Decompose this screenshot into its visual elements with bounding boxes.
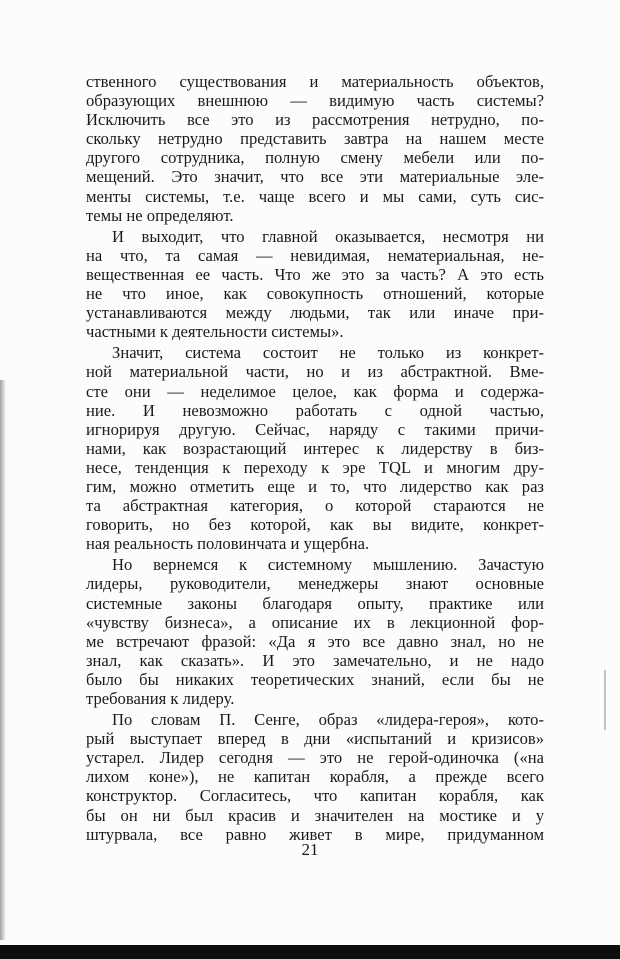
- text-line: Исключить все это из рассмотрения нетрудно, по-: [86, 110, 544, 130]
- text-line: лидеры, руководители, менеджеры знают основные: [86, 574, 544, 594]
- text-line: ной материальной части, но и из абстрактной. Вме-: [86, 362, 544, 382]
- text-line: другого сотрудника, полную смену мебели или по-: [86, 148, 544, 168]
- text-line: И выходит, что главной оказывается, несмотря ни: [112, 226, 544, 246]
- text-line: было бы никаких теоретических знаний, если бы не: [86, 669, 544, 689]
- text-line: системные законы благодаря опыту, практике или: [86, 593, 544, 613]
- text-line: образующих внешнюю — видимую часть системы?: [86, 91, 544, 111]
- text-line: устарел. Лидер сегодня — это не герой-одиночка («на: [86, 748, 544, 768]
- text-line: рый выступает вперед в дни «испытаний и кризисов»: [86, 729, 544, 749]
- text-line: По словам П. Сенге, образ «лидера-героя», кото-: [112, 710, 544, 730]
- text-line: на что, та самая — невидимая, нематериальная, не-: [86, 245, 544, 265]
- text-line: игнорируя другую. Сейчас, наряду с такими причи-: [86, 419, 544, 439]
- text-line: говорить, но без которой, как вы видите, конкрет-: [86, 515, 544, 535]
- text-line: не что иное, как совокупность отношений, которые: [86, 284, 544, 304]
- scan-speck: [604, 670, 606, 730]
- text-line: гим, можно отметить еще и то, что лидерство как раз: [86, 476, 544, 496]
- text-line: Значит, система состоит не только из конкрет-: [112, 343, 544, 363]
- text-line: менты системы, т.е. чаще всего и мы сами, суть сис-: [86, 186, 544, 206]
- text-line: лихом коне»), не капитан корабля, а прежде всего: [86, 767, 544, 787]
- text-line: ме встречают фразой: «Да я это все давно знал, но не: [86, 631, 544, 651]
- text-line: бы он ни был красив и значителен на мостике и у: [86, 805, 544, 825]
- text-line: конструктор. Согласитесь, что капитан корабля, как: [86, 786, 544, 806]
- scan-bottom-border: [0, 945, 620, 959]
- text-line: Но вернемся к системному мышлению. Зачастую: [112, 555, 544, 575]
- text-line: скольку нетрудно представить завтра на нашем месте: [86, 129, 544, 149]
- text-line: несе, тенденция к переходу к эре TQL и многим дру-: [86, 457, 544, 477]
- text-line: та абстрактная категория, о которой стараются не: [86, 496, 544, 516]
- text-line: ние. И невозможно работать с одной частью,: [86, 400, 544, 420]
- text-line: частными к деятельности системы».: [86, 322, 344, 342]
- text-line: устанавливаются между людьми, так или иначе при-: [86, 303, 544, 323]
- text-line: штурвала, все равно живет в мире, придуманном: [86, 824, 544, 844]
- body-text: [86, 72, 544, 844]
- text-line: сте они — неделимое целое, как форма и содержа-: [86, 381, 544, 401]
- text-line: темы не определяют.: [86, 205, 234, 225]
- page-number: 21: [301, 840, 319, 859]
- text-line: требования к лидеру.: [86, 689, 235, 708]
- text-line: знал, как сказать». И это замечательно, и не надо: [86, 650, 544, 670]
- text-line: мещений. Это значит, что все эти материальные эле-: [86, 167, 544, 187]
- text-line: «чувству бизнеса», а описание их в лекционной фор-: [86, 612, 544, 632]
- text-line: ная реальность половинчата и ущербна.: [86, 534, 370, 554]
- text-line: вещественная ее часть. Что же это за часть? А это есть: [86, 264, 544, 284]
- text-line: нами, как возрастающий интерес к лидерству в биз-: [86, 438, 544, 458]
- text-line: ственного существования и материальность объектов,: [86, 72, 544, 91]
